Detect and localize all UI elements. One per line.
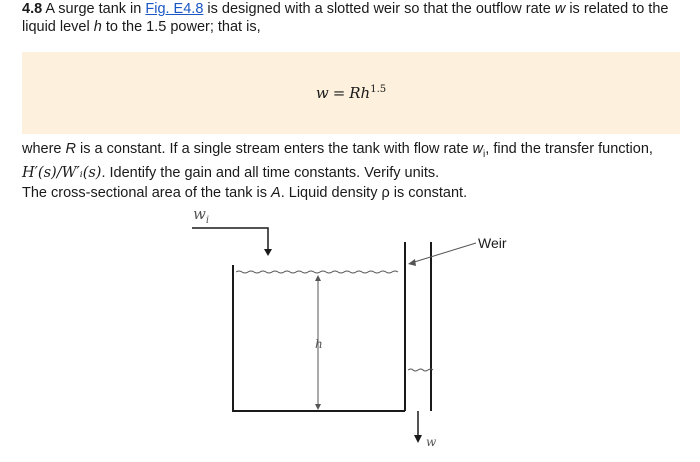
intro-text-3: is related to the liquid level <box>22 1 669 35</box>
p2-text-a: where <box>22 141 66 157</box>
p2-text-c: , find the transfer function, <box>485 141 653 157</box>
intro-text-4: to the 1.5 power; that is, <box>101 19 261 35</box>
problem-number: 4.8 <box>22 1 43 17</box>
weir-liquid-surface <box>408 369 433 371</box>
tank-walls <box>233 242 431 411</box>
outlet-arrow-icon <box>414 435 422 443</box>
inlet-arrow-icon <box>264 249 272 256</box>
var-wi: w <box>472 141 484 157</box>
p2-text-b: is a constant. If a single stream enters the tank with flow rate <box>76 141 473 157</box>
intro-text: A surge tank in <box>42 1 146 17</box>
var-w: w <box>554 1 566 17</box>
var-A: A <box>271 185 281 201</box>
intro-text-2: is designed with a slotted weir so that the outflow rate <box>203 1 555 17</box>
formula-eq: = <box>332 84 346 102</box>
transfer-function: H′(s)/W′ᵢ(s) <box>22 164 102 181</box>
weir-pointer-arrow-icon <box>408 259 416 266</box>
formula-exponent: 1.5 <box>370 84 387 95</box>
p2-text-d: . Identify the gain and all time constants. Verify units. <box>101 164 440 181</box>
p3-text-b: . Liquid density ρ is constant. <box>280 185 468 201</box>
outlet-label: w <box>426 435 437 449</box>
weir-label: Weir <box>478 235 507 251</box>
formula-lhs: w <box>315 84 329 102</box>
var-R: R <box>65 141 77 157</box>
level-arrow-up-icon <box>315 275 321 281</box>
level-arrow-down-icon <box>315 404 321 410</box>
var-wi-sub: i <box>483 148 486 160</box>
inlet-pipe <box>192 228 268 253</box>
level-label: h <box>315 337 323 351</box>
var-h: h <box>93 19 102 35</box>
p3-text-a: The cross-sectional area of the tank is <box>22 185 272 201</box>
figure-link[interactable]: Fig. E4.8 <box>145 1 204 17</box>
liquid-surface <box>236 271 398 273</box>
formula-rhs: Rh <box>349 84 371 102</box>
weir-pointer-line <box>411 243 476 263</box>
inlet-label: $w_i$ <box>193 205 210 226</box>
